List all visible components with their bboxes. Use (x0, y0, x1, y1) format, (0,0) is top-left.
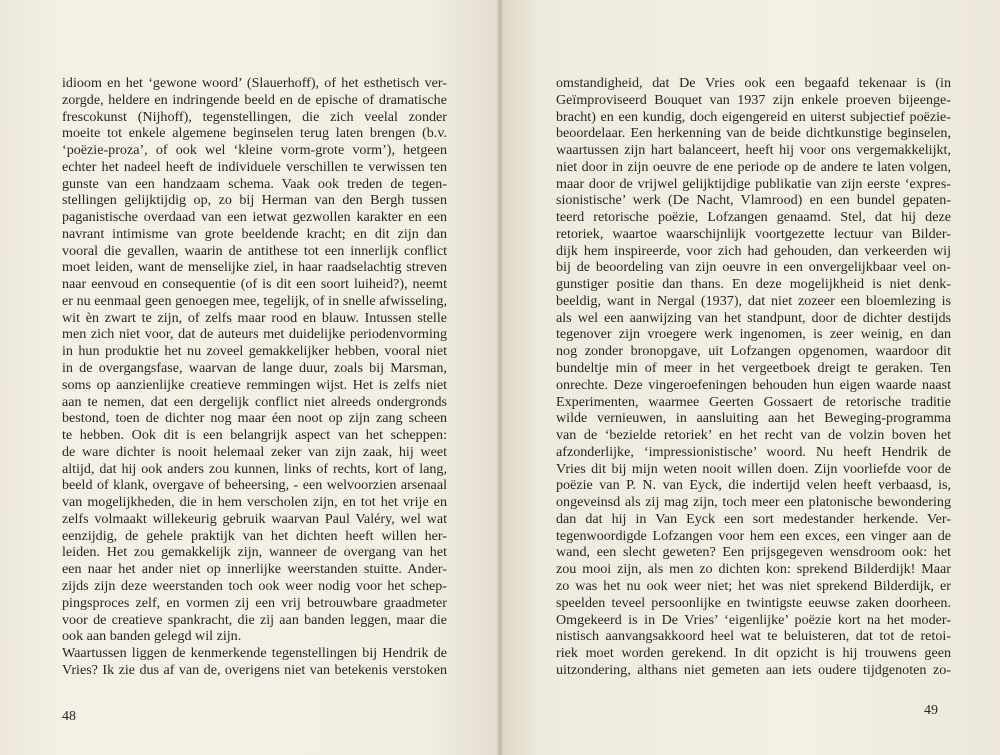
text-line: maar door de vrijwel gelijktijdige publikatie van zijn eerste ‘expres- (556, 175, 951, 192)
text-line: poëzie van P. N. van Eyck, die indertijd velen heeft verbaasd, is, (556, 477, 951, 494)
text-line: navrant intimisme van grote beeldende kracht; en dit zijn dan (62, 225, 447, 242)
text-line: een naar het ander niet op innerlijke weerstanden stuitte. Ander- (62, 561, 447, 578)
text-line: men zich niet voor, dat de auteurs met duidelijke periodenvorming (62, 326, 447, 343)
text-line: onrechte. Deze vingeroefeningen behouden hun eigen waarde naast (556, 376, 951, 393)
text-line: van de ‘bezielde retoriek’ en het recht van de volzin boven het (556, 427, 951, 444)
left-page-number: 48 (62, 709, 76, 724)
right-page-text (556, 75, 951, 679)
text-line: bij de beoordeling van zijn oeuvre in een onvergelijkbaar veel on- (556, 259, 951, 276)
text-line: van mogelijkheden, die in hem verscholen zijn, en tot het vrije en (62, 494, 447, 511)
text-line: de ware dichter is nooit helemaal zeker van zijn zaak, hij weet (62, 443, 447, 460)
text-line: zou mooi zijn, als men zo dichten kon: sprekend Bilderdijk! Maar (556, 561, 951, 578)
text-line: bracht) en een kundig, doch eigengereid en uiterst subjectief poëzie- (556, 108, 951, 125)
text-line: bundeltje min of meer in het vergeetboek dreigt te geraken. Ten (556, 360, 951, 377)
text-line: wit èn zwart te zijn, of zelfs maar rood en blauw. Intussen stelle (62, 309, 447, 326)
text-line: pingsproces zelf, en vormen zij een vrij betrouwbare graadmeter (62, 594, 447, 611)
right-page (500, 0, 1000, 755)
text-line: beeldig, want in Nergal (1937), dat niet zozeer een bloemlezing is (556, 292, 951, 309)
text-line: frescokunst (Nijhoff), tegenstellingen, die zich veelal zonder (62, 108, 447, 125)
text-line: zijds zijn deze weerstanden toch ook weer nodig voor het schep- (62, 577, 447, 594)
text-line: zelfs volmaakt willekeurig gebruik waarvan Paul Valéry, wel wat (62, 510, 447, 527)
text-line: gunste van een handzaam schema. Vaak ook treden de tegen- (62, 175, 447, 192)
text-line: gunstiger positie dan thans. En deze mogelijkheid is niet denk- (556, 276, 951, 293)
text-line: Geïmproviseerd Bouquet van 1937 zijn enkele proeven bijeenge- (556, 91, 951, 108)
text-line: Waartussen liggen de kenmerkende tegenstellingen bij Hendrik de (62, 645, 447, 662)
text-line: sionistische’ werk (De Nacht, Vlamrood) en een bundel gepaten- (556, 192, 951, 209)
text-line: dijk hem inspireerde, voor zich had gehouden, dan verkeerden wij (556, 242, 951, 259)
text-line: waartussen zijn hart balanceert, heeft hij voor ons vergemakkelijkt, (556, 142, 951, 159)
text-line: zorgde, heldere en indringende beeld en de epische of dramatische (62, 91, 447, 108)
text-line: naar eenvoud en consequentie (of is dit een soort luiheid?), neemt (62, 276, 447, 293)
text-line: vooral die gevallen, waarin de antithese tot een innerlijk conflict (62, 242, 447, 259)
text-line: leiden. Het zou gemakkelijk zijn, wanneer de overgang van het (62, 544, 447, 561)
text-line: bestond, toen de dichter nog maar éen noot op zijn zang scheen (62, 410, 447, 427)
text-line: zo was het nu ook weer niet; het was niet sprekend Bilderdijk, er (556, 577, 951, 594)
text-line: tegenover zijn vroegere werk ingenomen, is zeer weinig, en dan (556, 326, 951, 343)
text-line: speelden teveel persoonlijke en twintigste eeuwse zaken doorheen. (556, 594, 951, 611)
left-page-text (62, 75, 447, 679)
text-line: riek moet worden gerekend. In dit opzicht is hij trouwens geen (556, 645, 951, 662)
text-line: moeite tot enkele algemene beginselen terug laten brengen (b.v. (62, 125, 447, 142)
text-line: teerd retorische poëzie, Lofzangen genaamd. Stel, dat hij deze (556, 209, 951, 226)
text-line: voor de creatieve spankracht, die zij aan banden leggen, maar die (62, 611, 447, 628)
text-line: wilde vernieuwen, in aansluiting aan het Beweging-programma (556, 410, 951, 427)
text-line: omstandigheid, dat De Vries ook een begaafd tekenaar is (in (556, 75, 951, 91)
text-line: Experimenten, waarmee Geerten Gossaert de retorische traditie (556, 393, 951, 410)
text-line: in de overgangsfase, waarvan de lange duur, zoals bij Marsman, (62, 360, 447, 377)
text-line: aan te nemen, dat een dergelijk conflict niet alreeds ondergronds (62, 393, 447, 410)
right-page-number: 49 (924, 703, 938, 718)
text-line: eenzijdig, de gehele praktijk van het dichten heeft willen her- (62, 527, 447, 544)
text-line: Omgekeerd is in De Vries’ ‘eigenlijke’ poëzie kort na het moder- (556, 611, 951, 628)
text-line: niet door in zijn oeuvre de ene periode op de andere te laten volgen, (556, 158, 951, 175)
text-line: tegenwoordigde Lofzangen voor hem een exces, een vinger aan de (556, 527, 951, 544)
text-line: in hun produktie het nu zoveel gemakkelijker hebben, vooral niet (62, 343, 447, 360)
text-line: te hebben. Ook dit is een belangrijk aspect van het scheppen: (62, 427, 447, 444)
text-line: er nu eenmaal geen genoegen mee, tegelijk, of in snelle afwisseling, (62, 292, 447, 309)
text-line: Vries dit bij mijn weten nooit willen doen. Zijn voorliefde voor de (556, 460, 951, 477)
text-line: uitzondering, althans niet gemeten aan iets oudere tijdgenoten zo- (556, 661, 951, 678)
text-line: stellingen gelijktijdig op, zo bij Herman van den Bergh tussen (62, 192, 447, 209)
text-line: paganistische overdaad van een ietwat gezwollen karakter en een (62, 209, 447, 226)
text-line: retoriek, waartoe waarschijnlijk voortgezette lectuur van Bilder- (556, 225, 951, 242)
text-line: altijd, dat hij ook anders zou kunnen, links of rechts, kort of lang, (62, 460, 447, 477)
text-line: ongeveinsd als zij mag zijn, toch meer een platonische bewondering (556, 494, 951, 511)
text-line: nog zonder bronopgave, uit Lofzangen opgenomen, waardoor dit (556, 343, 951, 360)
text-line: afzonderlijke, ‘impressionistische’ woord. Nu heeft Hendrik de (556, 443, 951, 460)
text-line: ook aan banden gelegd wil zijn. (62, 628, 242, 645)
text-line: echter het nadeel heeft de individuele verschillen te verwissen ten (62, 158, 447, 175)
text-line: beeld of klank, overgave of beheersing, - een welvoorzien arsenaal (62, 477, 447, 494)
text-line: nistisch aanvangsakkoord heel wat te beluisteren, dat tot de retoi- (556, 628, 951, 645)
text-line: moet leiden, want de menselijke ziel, in haar raadselachtig streven (62, 259, 447, 276)
text-line: Vries? Ik zie dus af van de, overigens niet van betekenis verstoken (62, 661, 447, 678)
text-line: wand, een slecht geweten? Een prijsgegeven wensdroom ook: het (556, 544, 951, 561)
text-line: ‘poëzie-proza’, of ook wel ‘kleine vorm-grote vorm’), hetgeen (62, 142, 447, 159)
text-line: soms op aanzienlijke creatieve remmingen wijst. Het is zelfs niet (62, 376, 447, 393)
book-gutter (497, 0, 503, 755)
text-line: beoordelaar. Een herkenning van de beide dichtkunstige beginselen, (556, 125, 951, 142)
text-line: als wel een aanwijzing van het standpunt, door de dichter destijds (556, 309, 951, 326)
text-line: dan dat hij in Van Eyck een sort medestander herkende. Ver- (556, 510, 951, 527)
text-line: idioom en het ‘gewone woord’ (Slauerhoff), of het esthetisch ver- (62, 75, 447, 91)
